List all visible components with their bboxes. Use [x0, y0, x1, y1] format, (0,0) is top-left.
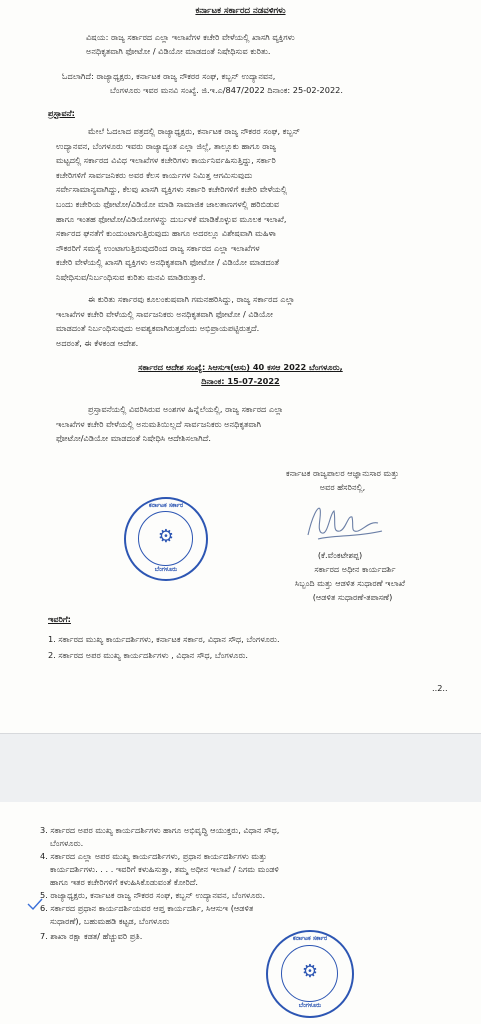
seal-ring-bottom-text: ಬೆಂಗಳೂರು — [154, 566, 178, 573]
signatory-designation: ಸರ್ಕಾರದ ಅಧೀನ ಕಾರ್ಯದರ್ಶಿ — [314, 564, 396, 574]
recipient-item-continuation: ಸುಧಾರಣೆ), ಬಹುಮಹಡಿ ಕಟ್ಟಡ, ಬೆಂಗಳೂರು — [50, 916, 170, 926]
seal-ring-top-text: ಕರ್ನಾಟಕ ಸರ್ಕಾರ — [292, 935, 328, 942]
preamble-line: ಕಚೇರಿಗಳಿಗೆ ಸಾರ್ವಜನಿಕರು ಅವರ ಕೆಲಸ ಕಾರ್ಯಗಳ ನಿಮಿತ್ತ ಆಗಮಿಸುವುದು — [56, 169, 253, 180]
reference-line-1: ಓದಲಾಗಿದೆ: ರಾಜ್ಯಾಧ್ಯಕ್ಷರು, ಕರ್ನಾಟಕ ರಾಜ್ಯ ನೌಕರರ ಸಂಘ, ಕಬ್ಬನ್ ಉದ್ಯಾನವನ, — [62, 71, 276, 81]
preamble-line: ನಿಷೇಧಿಸುವ/ನಿರ್ಬಂಧಿಸುವ ಕುರಿತು ಮನವಿ ಮಾಡಿರುತ್ತಾರೆ. — [56, 271, 206, 282]
recipient-list-continued — [40, 824, 460, 943]
order-line: ಇಲಾಖೆಗಳ ಕಚೇರಿ ವೇಳೆಯಲ್ಲಿ ಅನುಮತಿಯಿಲ್ಲದೆ ಸಾರ್ವಜನಿಕರು ಅನಧಿಕೃತವಾಗಿ — [56, 418, 262, 429]
order-line: ಫೋಟೋ/ವಿಡಿಯೋ ಮಾಡದಂತೆ ನಿಷೇಧಿಸಿ ಆದೇಶಿಸಲಾಗಿದೆ. — [56, 433, 211, 444]
recipient-item: 3. ಸರ್ಕಾರದ ಅಪರ ಮುಖ್ಯ ಕಾರ್ಯದರ್ಶಿಗಳು ಹಾಗೂ ಅಭಿವೃದ್ಧಿ ಆಯುಕ್ತರು, ವಿಧಾನ ಸೌಧ, — [40, 825, 280, 835]
preamble-heading: ಪ್ರಸ್ತಾವನೆ: — [48, 108, 75, 118]
recipient-item-continuation: ಹಾಗೂ ಇತರ ಕಚೇರಿಗಳಿಗೆ ಕಳುಹಿಸಿಕೊಡುವಂತೆ ಕೋರಿದೆ. — [50, 877, 199, 887]
preamble-paragraph — [56, 124, 446, 285]
consideration-line: ಇಲಾಖೆಗಳ ಕಚೇರಿ ವೇಳೆಯಲ್ಲಿ ಸಾರ್ವಜನಿಕರು ಅನಧಿಕೃತವಾಗಿ ಫೋಟೋ / ವಿಡಿಯೋ — [56, 308, 273, 319]
page-continuation-marker: ..2.. — [432, 683, 448, 693]
recipients-heading: ಇವರಿಗೆ: — [48, 614, 71, 624]
signatory-name: (ಕೆ.ವೆಂಕಟೇಶಪ್ಪ) — [317, 550, 363, 560]
governor-order-line-1: ಕರ್ನಾಟಕ ರಾಜ್ಯಪಾಲರ ಆಜ್ಞಾನುಸಾರ ಮತ್ತು — [286, 468, 399, 478]
government-seal — [266, 930, 354, 1018]
recipient-item: 1. ಸರ್ಕಾರದ ಮುಖ್ಯ ಕಾರ್ಯದರ್ಶಿಗಳು, ಕರ್ನಾಟಕ ಸರ್ಕಾರ, ವಿಧಾನ ಸೌಧ, ಬೆಂಗಳೂರು. — [48, 634, 280, 644]
recipient-item-continuation: ಬೆಂಗಳೂರು. — [50, 838, 84, 848]
subject-line-1: ವಿಷಯ: ರಾಜ್ಯ ಸರ್ಕಾರದ ಎಲ್ಲಾ ಇಲಾಖೆಗಳ ಕಚೇರಿ ವೇಳೆಯಲ್ಲಿ ಖಾಸಗಿ ವ್ಯಕ್ತಿಗಳು — [86, 32, 295, 42]
order-paragraph — [56, 402, 446, 446]
governor-order-line-2: ಅವರ ಹೆಸರಿನಲ್ಲಿ, — [319, 482, 366, 492]
preamble-line: ಸರ್ಕಾರದ ಘನತೆಗೆ ಕುಂದುಂಟಾಗುತ್ತಿರುವುದು ಹಾಗೂ ಅದರಲ್ಲೂ ವಿಶೇಷವಾಗಿ ಮಹಿಳಾ — [56, 228, 276, 239]
reference-line-2: ಬೆಂಗಳೂರು ಇವರ ಮನವಿ ಸಂಖ್ಯೆ. ಜಿ.ಇ.ಎ/847/2022 ದಿನಾಂಕ: 25-02-2022. — [110, 85, 343, 95]
signatory-section: (ಆಡಳಿತ ಸುಧಾರಣೆ-ತಪಾಸಣೆ) — [312, 592, 393, 602]
recipient-item: 6. ಸರ್ಕಾರದ ಪ್ರಧಾನ ಕಾರ್ಯದರ್ಶಿಯವರ ಆಪ್ತ ಕಾರ್ಯದರ್ಶಿ, ಸಿಆಸುಇ (ಆಡಳಿತ — [40, 903, 254, 913]
preamble-line: ಉದ್ಯಾನವನ, ಬೆಂಗಳೂರು ಇವರು ರಾಜ್ಯಾದ್ಯಂತ ಎಲ್ಲಾ ಜಿಲ್ಲೆ, ತಾಲ್ಲೂಕು ಹಾಗೂ ರಾಜ್ಯ — [56, 140, 277, 151]
recipient-item-continuation: ಕಾರ್ಯದರ್ಶಿಗಳು. . . . ಇವರಿಗೆ ಕಳುಹಿಸುತ್ತಾ, ತಮ್ಮ ಅಧೀನ ಇಲಾಖೆ / ನಿಗಮ ಮಂಡಳಿ — [50, 864, 279, 874]
royal-emblem-icon: ⚙ — [157, 526, 175, 547]
preamble-line: ಸರ್ವೇಸಾಮಾನ್ಯವಾಗಿದ್ದು, ಕೆಲವು ಖಾಸಗಿ ವ್ಯಕ್ತಿಗಳು ಸರ್ಕಾರಿ ಕಚೇರಿಗಳಿಗೆ ಕಚೇರಿ ವೇಳೆಯಲ್ಲಿ — [56, 184, 288, 195]
order-number-heading: ಸರ್ಕಾರದ ಆದೇಶ ಸಂಖ್ಯೆ: ಸಿಆಸುಇ(ಆಸು) 40 ಕಸಆ 2022 ಬೆಂಗಳೂರು, — [138, 362, 343, 372]
consideration-line: ಮಾಡದಂತೆ ನಿರ್ಬಂಧಿಸುವುದು ಅವಶ್ಯಕವಾಗಿರುತ್ತದೆಂದು ಅಭಿಪ್ರಾಯಪಟ್ಟಿರುತ್ತದೆ. — [56, 323, 260, 334]
consideration-line: ಅದರಂತೆ, ಈ ಕೆಳಕಂಡ ಆದೇಶ. — [56, 337, 139, 348]
seal-ring-bottom-text: ಬೆಂಗಳೂರು — [298, 1002, 322, 1009]
recipient-item: 5. ರಾಜ್ಯಾಧ್ಯಕ್ಷರು, ಕರ್ನಾಟಕ ರಾಜ್ಯ ನೌಕರರ ಸಂಘ, ಕಬ್ಬನ್ ಉದ್ಯಾನವನ, ಬೆಂಗಳೂರು. — [40, 890, 266, 900]
page-separator — [0, 733, 481, 803]
preamble-line: ಮಟ್ಟದಲ್ಲಿ ಸರ್ಕಾರದ ವಿವಿಧ ಇಲಾಖೆಗಳ ಕಚೇರಿಗಳು ಕಾರ್ಯನಿರ್ವಹಿಸುತ್ತಿದ್ದು, ಸರ್ಕಾರಿ — [56, 155, 276, 166]
preamble-line: ಹಾಗೂ ಇಂತಹ ಫೋಟೋ/ವಿಡಿಯೋಗಳನ್ನು ದುರ್ಬಳಕೆ ಮಾಡಿಕೊಳ್ಳುವ ಮೂಲಕ ಇಲಾಖೆ, — [56, 213, 287, 224]
recipient-item: 4. ಸರ್ಕಾರದ ಎಲ್ಲಾ ಅಪರ ಮುಖ್ಯ ಕಾರ್ಯದರ್ಶಿಗಳು, ಪ್ರಧಾನ ಕಾರ್ಯದರ್ಶಿಗಳು ಮತ್ತು — [40, 851, 267, 861]
preamble-line: ಕಚೇರಿ ವೇಳೆಯಲ್ಲಿ ಖಾಸಗಿ ವ್ಯಕ್ತಿಗಳು ಅನಧಿಕೃತವಾಗಿ ಫೋಟೋ / ವಿಡಿಯೋ ಮಾಡದಂತೆ — [56, 257, 280, 268]
preamble-line: ನೌಕರರಿಗೆ ಸಮಸ್ಯೆ ಉಂಟಾಗುತ್ತಿರುವುದರಿಂದ ರಾಜ್ಯ ಸರ್ಕಾರದ ಎಲ್ಲಾ ಇಲಾಖೆಗಳ — [56, 242, 260, 253]
order-line: ಪ್ರಸ್ತಾವನೆಯಲ್ಲಿ ವಿವರಿಸಿರುವ ಅಂಶಗಳ ಹಿನ್ನೆಲೆಯಲ್ಲಿ, ರಾಜ್ಯ ಸರ್ಕಾರದ ಎಲ್ಲಾ — [88, 404, 284, 414]
signatory-department: ಸಿಬ್ಬಂದಿ ಮತ್ತು ಆಡಳಿತ ಸುಧಾರಣೆ ಇಲಾಖೆ — [294, 578, 406, 588]
document-title: ಕರ್ನಾಟಕ ಸರ್ಕಾರದ ನಡವಳಿಗಳು — [195, 6, 286, 16]
seal-ring-top-text: ಕರ್ನಾಟಕ ಸರ್ಕಾರ — [148, 502, 184, 509]
recipient-item: 7. ಶಾಖಾ ರಕ್ಷಾ ಕಡತ/ ಹೆಚ್ಚುವರಿ ಪ್ರತಿ. — [40, 931, 143, 941]
recipient-item: 2. ಸರ್ಕಾರದ ಅಪರ ಮುಖ್ಯ ಕಾರ್ಯದರ್ಶಿಗಳು , ವಿಧಾನ ಸೌಧ, ಬೆಂಗಳೂರು. — [48, 650, 249, 660]
preamble-line: ಬಂದು ಕಚೇರಿಯ ಫೋಟೋ/ವಿಡಿಯೋ ಮಾಡಿ ಸಾಮಾಜಿಕ ಜಾಲತಾಣಗಳಲ್ಲಿ ಹರಿಬಿಡುವ — [56, 198, 280, 209]
royal-emblem-icon: ⚙ — [301, 961, 319, 982]
government-seal — [124, 497, 208, 581]
handwritten-signature — [300, 495, 390, 547]
consideration-line: ಈ ಕುರಿತು ಸರ್ಕಾರವು ಕೂಲಂಕುಷವಾಗಿ ಗಮನಹರಿಸಿದ್ದು, ರಾಜ್ಯ ಸರ್ಕಾರದ ಎಲ್ಲಾ — [88, 294, 295, 304]
check-mark-icon — [26, 897, 44, 911]
consideration-paragraph — [56, 292, 446, 350]
order-date-heading: ದಿನಾಂಕ: 15-07-2022 — [201, 376, 280, 386]
subject-line-2: ಅನಧಿಕೃತವಾಗಿ ಫೋಟೋ / ವಿಡಿಯೋ ಮಾಡದಂತೆ ನಿಷೇಧಿಸುವ ಕುರಿತು. — [86, 46, 271, 56]
preamble-line: ಮೇಲೆ ಓದಲಾದ ಪತ್ರದಲ್ಲಿ ರಾಜ್ಯಾಧ್ಯಕ್ಷರು, ಕರ್ನಾಟಕ ರಾಜ್ಯ ನೌಕರರ ಸಂಘ, ಕಬ್ಬನ್ — [88, 126, 301, 136]
document-page-2 — [0, 802, 481, 1024]
